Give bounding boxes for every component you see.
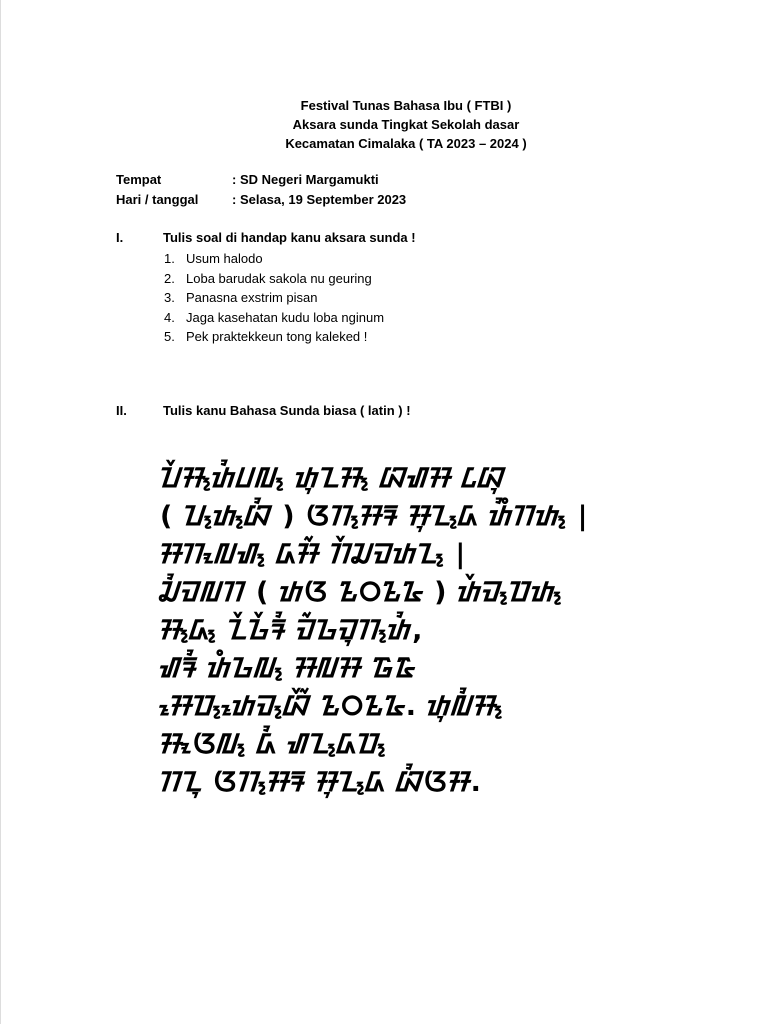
document-header <box>0 96 768 153</box>
aksara-line: ᮞᮧᮃᮜ᮪ ᮓᮤ ᮠᮔ᮪ᮓᮕ᮪ <box>160 729 387 760</box>
info-tanggal <box>116 192 406 207</box>
tempat-value: : SD Negeri Margamukti <box>232 172 379 187</box>
section-2-number: II. <box>116 403 127 418</box>
list-item: 3. Panasna exstrim pisan <box>164 290 318 305</box>
aksara-line: ᮞ᮪ᮓ᮪ ᮔᮨᮌᮨᮛᮤ ᮙᮁᮌᮙᮥᮊ᮪ᮒᮤ, <box>160 615 424 646</box>
tempat-label: Tempat <box>116 172 162 187</box>
list-item: 4. Jaga kasehatan kudu loba nginum <box>164 309 385 325</box>
aksara-line: ᮠᮛᮤ ᮒᮀᮌᮜ᮪ ᮞᮜᮞ ᮱᮹ <box>160 653 416 684</box>
aksara-sunda-passage <box>160 460 700 802</box>
section-1-number: I. <box>116 230 124 245</box>
section-2-title: Tulis kanu Bahasa Sunda biasa ( latin ) ! <box>163 403 411 418</box>
list-item: 2. Loba barudak sakola nu geuring <box>164 270 372 286</box>
aksara-line: ᮞᮦᮕ᮪ᮒᮦᮙ᮪ᮘᮨᮁ ᮲᮰᮲᮳. ᮒᮥᮜᮤᮞ᮪ <box>160 691 504 722</box>
page-edge <box>0 0 1 1024</box>
aksara-line: ( ᮖ᮪ᮒ᮪ᮘᮤ ) ᮃᮊ᮪ᮞᮛ ᮞᮥᮔ᮪ᮓ ᮒᮤᮀᮊᮒ᮪ | <box>160 501 589 532</box>
header-district-year: Kecamatan Cimalaka ( TA 2023 – 2024 ) <box>285 136 527 151</box>
aksara-line: ᮖᮨᮞ᮪ᮒᮤᮗᮜ᮪ ᮒᮥᮔᮞ᮪ ᮘᮠᮞ ᮄᮘᮥ <box>160 463 506 494</box>
aksara-line: ᮎᮤᮙᮜᮊ ( ᮒᮃ ᮲᮰᮲᮳ ) ᮒᮨᮙ᮪ᮕᮒ᮪ <box>160 577 563 608</box>
section-1-title: Tulis soal di handap kanu aksara sunda ! <box>163 230 416 245</box>
tanggal-label: Hari / tanggal <box>116 192 199 207</box>
header-competition-level: Aksara sunda Tingkat Sekolah dasar <box>292 117 520 132</box>
tanggal-value: : Selasa, 19 September 2023 <box>232 192 407 207</box>
list-item: 1. Usum halodo <box>164 251 263 266</box>
aksara-line: ᮊᮔᮥ ᮃᮊ᮪ᮞᮛ ᮞᮥᮔ᮪ᮓ ᮘᮤᮃᮞ. <box>160 767 482 798</box>
question-list <box>164 249 384 347</box>
list-item: 5. Pek praktekkeun tong kaleked ! <box>164 329 368 344</box>
header-festival-title: Festival Tunas Bahasa Ibu ( FTBI ) <box>300 98 512 113</box>
info-tempat <box>116 172 379 187</box>
section-1-heading <box>116 230 416 245</box>
aksara-line: ᮞᮊᮧᮜᮠ᮪ ᮓᮞᮁ ᮊᮨᮎᮙᮒᮔ᮪ | <box>160 539 467 570</box>
section-2-heading <box>116 403 411 418</box>
